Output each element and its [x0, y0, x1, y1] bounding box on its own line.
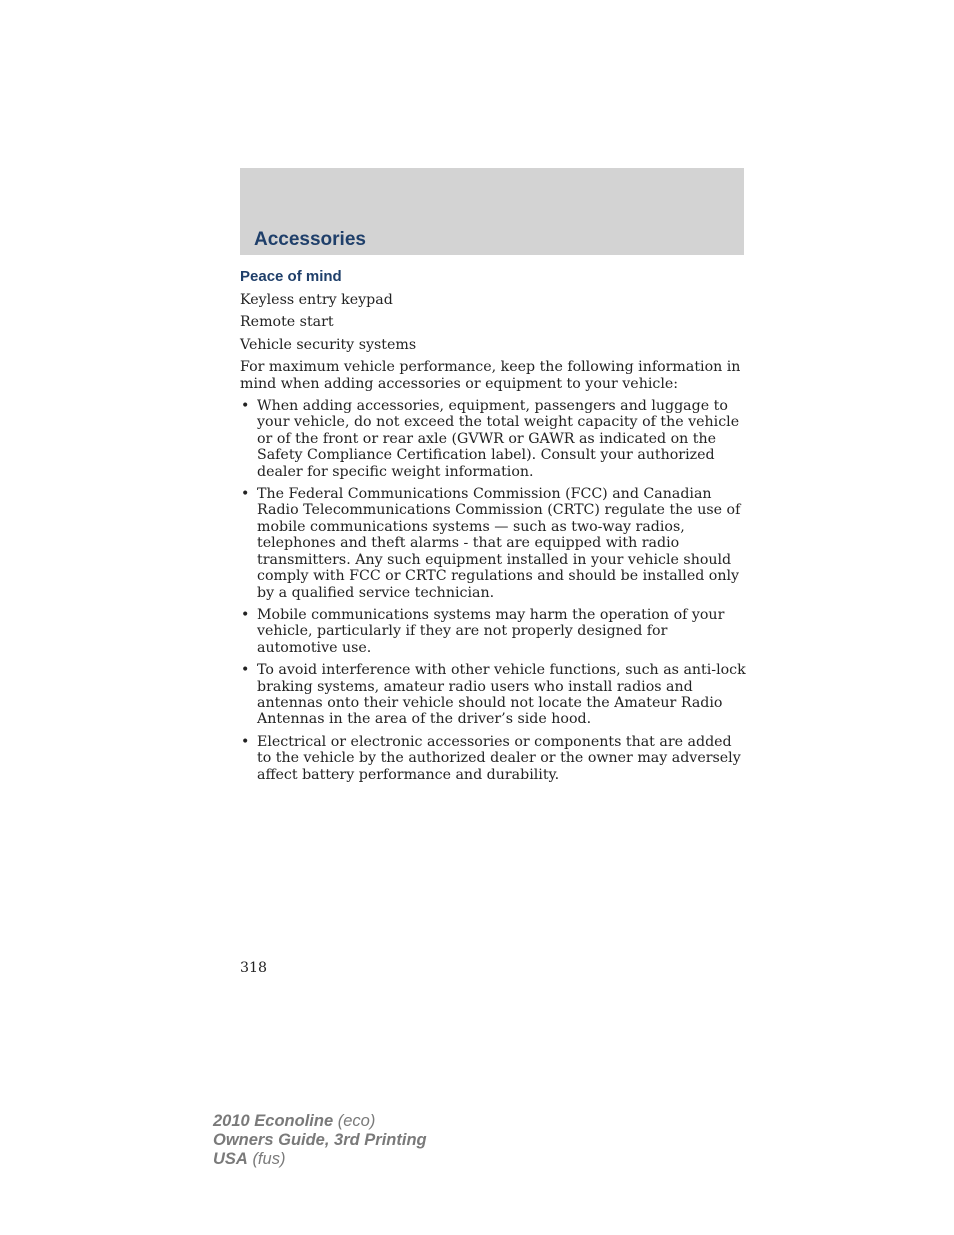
section-title: Accessories	[254, 229, 366, 250]
page-content	[240, 267, 746, 789]
bullet-text: Mobile communications systems may harm the operation of your vehicle, particularly if they are not properly designed for automotive use.	[257, 606, 725, 656]
bullet-item	[240, 607, 746, 656]
page-number: 318	[240, 960, 268, 976]
footer-market: USA	[213, 1150, 248, 1168]
footer	[213, 1112, 427, 1169]
item-remote-start: Remote start	[240, 314, 334, 331]
section-header-band	[240, 168, 744, 255]
footer-line-3	[213, 1150, 427, 1169]
bullet-text: To avoid interference with other vehicle functions, such as anti-lock braking systems, amateur radio users who install radios and antennas onto their vehicle should not locate the Amateur Radio Antennas in the area of the driver’s side hood.	[257, 662, 746, 728]
bullet-item	[240, 398, 746, 480]
bullet-item	[240, 486, 746, 601]
bullet-item	[240, 662, 746, 728]
footer-line-1	[213, 1112, 427, 1131]
bullet-marker: •	[241, 398, 250, 415]
bullet-text: The Federal Communications Commission (FCC) and Canadian Radio Telecommunications Commission (CRTC) regulate the use of mobile communications systems — such as two-way radios, telephones and theft alarms - that are equipped with radio transmitters. Any such equipment installed in your vehicle should comply with FCC or CRTC regulations and should be installed only by a qualified service technician.	[257, 486, 741, 601]
footer-model: 2010 Econoline	[213, 1112, 334, 1130]
bullet-text: When adding accessories, equipment, passengers and luggage to your vehicle, do not exceed the total weight capacity of the vehicle or of the front or rear axle (GVWR or GAWR as indicated on the Safety Compliance Certification label). Consult your authorized dealer for specific weight information.	[257, 398, 740, 480]
bullet-marker: •	[241, 662, 250, 679]
bullet-marker: •	[241, 733, 250, 750]
bullet-text: Electrical or electronic accessories or components that are added to the vehicle by the authorized dealer or the owner may adversely affect battery performance and durability.	[257, 733, 741, 783]
footer-model-code: (eco)	[337, 1112, 376, 1130]
bullet-marker: •	[241, 606, 250, 623]
footer-market-code: (fus)	[252, 1150, 286, 1168]
subheading: Peace of mind	[240, 268, 342, 285]
item-vehicle-security-systems: Vehicle security systems	[240, 336, 417, 353]
bullet-list	[240, 398, 746, 783]
bullet-item	[240, 734, 746, 783]
intro-paragraph: For maximum vehicle performance, keep the following information in mind when adding accessories or equipment to your vehicle:	[240, 359, 741, 392]
item-keyless-entry-keypad: Keyless entry keypad	[240, 292, 393, 308]
footer-guide-edition: Owners Guide, 3rd Printing	[213, 1131, 427, 1149]
bullet-marker: •	[241, 486, 250, 503]
footer-line-2	[213, 1131, 427, 1150]
